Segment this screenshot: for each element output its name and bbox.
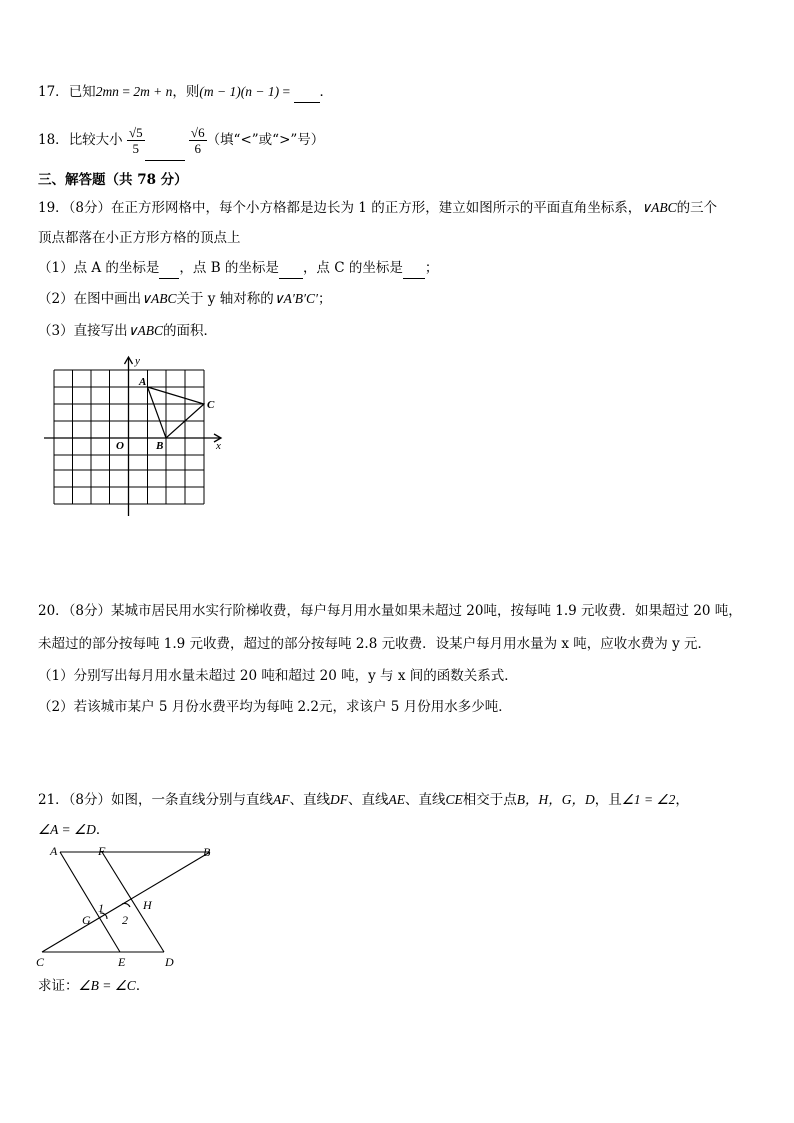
label-x: x (216, 440, 221, 452)
q19-blank-a[interactable] (159, 258, 179, 279)
q17-line (38, 82, 333, 103)
sqrt-symbol: √ (128, 125, 137, 140)
q21-given: ∠A = ∠D (38, 822, 96, 837)
q17-end: ． (319, 84, 333, 100)
q19-p2-triangle: ∨ABC (141, 291, 177, 306)
fig-label-f: F (98, 844, 106, 858)
q19-p3-a: （3）直接写出 (38, 323, 128, 339)
q17-answer-blank[interactable] (294, 82, 320, 103)
q19-p1-d: ； (424, 260, 439, 276)
label-y: y (135, 355, 140, 367)
q17-eq-right: 2m + n (133, 84, 173, 99)
q17-eq-sign: = (118, 84, 134, 99)
fig-label-g: G (82, 913, 91, 927)
triangle-abc (148, 387, 205, 438)
label-b: B (156, 440, 164, 452)
q19-blank-c[interactable] (403, 258, 425, 279)
q18-frac2-num: 6 (198, 125, 205, 140)
q19-part-1 (38, 258, 438, 279)
q21-angle-eq: ∠1 = ∠2 (621, 792, 676, 807)
q21-geometry-figure (34, 842, 224, 970)
q17-mid: ，则 (172, 84, 200, 100)
q19-p1-a: （1）点 A 的坐标是 (38, 260, 160, 276)
label-a: A (139, 376, 147, 388)
q21-line-af: AF (273, 792, 290, 807)
q17-prefix: 已知 (68, 84, 96, 100)
fig-label-d: D (165, 955, 174, 969)
q19-p2-triangle-prime: ∨A′B′C′ (273, 291, 318, 306)
q21-prove-line (38, 976, 149, 996)
q20-line-2: 未超过的部分按每吨 1.9 元收费，超过的部分按每吨 2.8 元收费．设某户每月用水量为 x 吨，应收水费为 y 元． (38, 636, 712, 652)
q20-line-1: 20．（8分）某城市居民用水实行阶梯收费，每户每月用水量如果未超过 20吨，按每吨 1.9 元收费．如果超过 20 吨， (38, 603, 742, 619)
q19-text-1b: 的三个 (676, 200, 718, 216)
q18-fraction-2 (189, 125, 207, 156)
fig-label-b: B (203, 845, 211, 859)
q19-p2-c: ； (317, 291, 332, 307)
q19-p2-a: （2）在图中画出 (38, 291, 142, 307)
q21-prove-end: ． (135, 978, 150, 994)
label-origin: O (116, 440, 124, 452)
q19-text-1a: 19．（8分）在正方形网格中，每个小方格都是边长为 1 的正方形，建立如图所示的平面直角坐标系， (38, 200, 642, 216)
q17-number: 17． (38, 84, 69, 100)
q21-text-a: 21．（8分）如图，一条直线分别与直线 (38, 792, 274, 808)
q18-number: 18． (38, 132, 69, 148)
q21-text-b: 相交于点 (462, 792, 517, 808)
fig-label-2: 2 (122, 913, 128, 927)
q19-p3-triangle: ∨ABC (127, 323, 163, 338)
q18-frac2-den: 6 (194, 141, 201, 156)
q17-eq-left: 2mn (95, 84, 119, 99)
q18-frac1-num: 5 (136, 125, 143, 140)
q21-sep-2: 、直线 (348, 792, 389, 808)
label-c: C (207, 399, 215, 411)
q19-blank-b[interactable] (279, 258, 303, 279)
q21-sep-1: 、直线 (289, 792, 331, 808)
q18-line (38, 120, 324, 161)
q18-frac1-den: 5 (132, 141, 140, 156)
q17-expr: (m − 1)(n − 1) (199, 84, 280, 99)
q18-answer-blank[interactable] (145, 120, 185, 161)
axes (44, 357, 221, 516)
q17-eq2: = (279, 84, 294, 99)
segment-bc (42, 852, 210, 952)
q21-line-df: DF (330, 792, 349, 807)
q19-coordinate-grid-figure (40, 352, 240, 522)
q20-part-2: （2）若该城市某户 5 月份水费平均为每吨 2.2元，求该户 5 月份用水多少吨． (38, 699, 512, 715)
q19-p3-b: 的面积． (162, 323, 217, 339)
q19-part-3 (38, 321, 217, 341)
sqrt-symbol: √ (190, 125, 199, 140)
fig-label-c: C (36, 955, 45, 969)
q19-line-1 (38, 198, 717, 218)
q18-hint: （填“<”或“>”号） (206, 132, 325, 148)
q21-line-2 (38, 820, 109, 840)
q18-fraction-1 (127, 125, 145, 156)
q19-p1-b: ，点 B 的坐标是 (179, 260, 279, 276)
q19-p1-c: ，点 C 的坐标是 (302, 260, 403, 276)
q21-line-1 (38, 790, 689, 810)
q21-prove-label: 求证： (38, 978, 79, 994)
q21-line2-end: ． (95, 822, 110, 838)
q19-p2-b: 关于 y 轴对称的 (176, 291, 274, 307)
fig-label-e: E (118, 955, 126, 969)
q19-part-2 (38, 289, 331, 309)
q21-line-ce: CE (445, 792, 463, 807)
q19-triangle: ∨ABC (641, 200, 677, 215)
q21-sep-3: 、直线 (405, 792, 446, 808)
angle-2-arc (122, 903, 130, 907)
q21-text-c: ，且 (594, 792, 622, 808)
fig-label-a: A (50, 844, 58, 858)
q21-text-d: ， (675, 792, 689, 808)
fig-label-h: H (143, 898, 152, 912)
section-3-title: 三、解答题（共 78 分） (38, 172, 188, 188)
q20-part-1: （1）分别写出每月用水量未超过 20 吨和超过 20 吨，y 与 x 间的函数关系式． (38, 668, 518, 684)
q21-prove-statement: ∠B = ∠C (78, 978, 136, 993)
q19-line-2: 顶点都落在小正方形方格的顶点上 (38, 230, 241, 246)
q21-line-ae: AE (388, 792, 406, 807)
fig-label-1: 1 (98, 901, 104, 915)
q18-prefix: 比较大小 (68, 132, 123, 148)
q21-points: B，H，G，D (516, 792, 595, 807)
